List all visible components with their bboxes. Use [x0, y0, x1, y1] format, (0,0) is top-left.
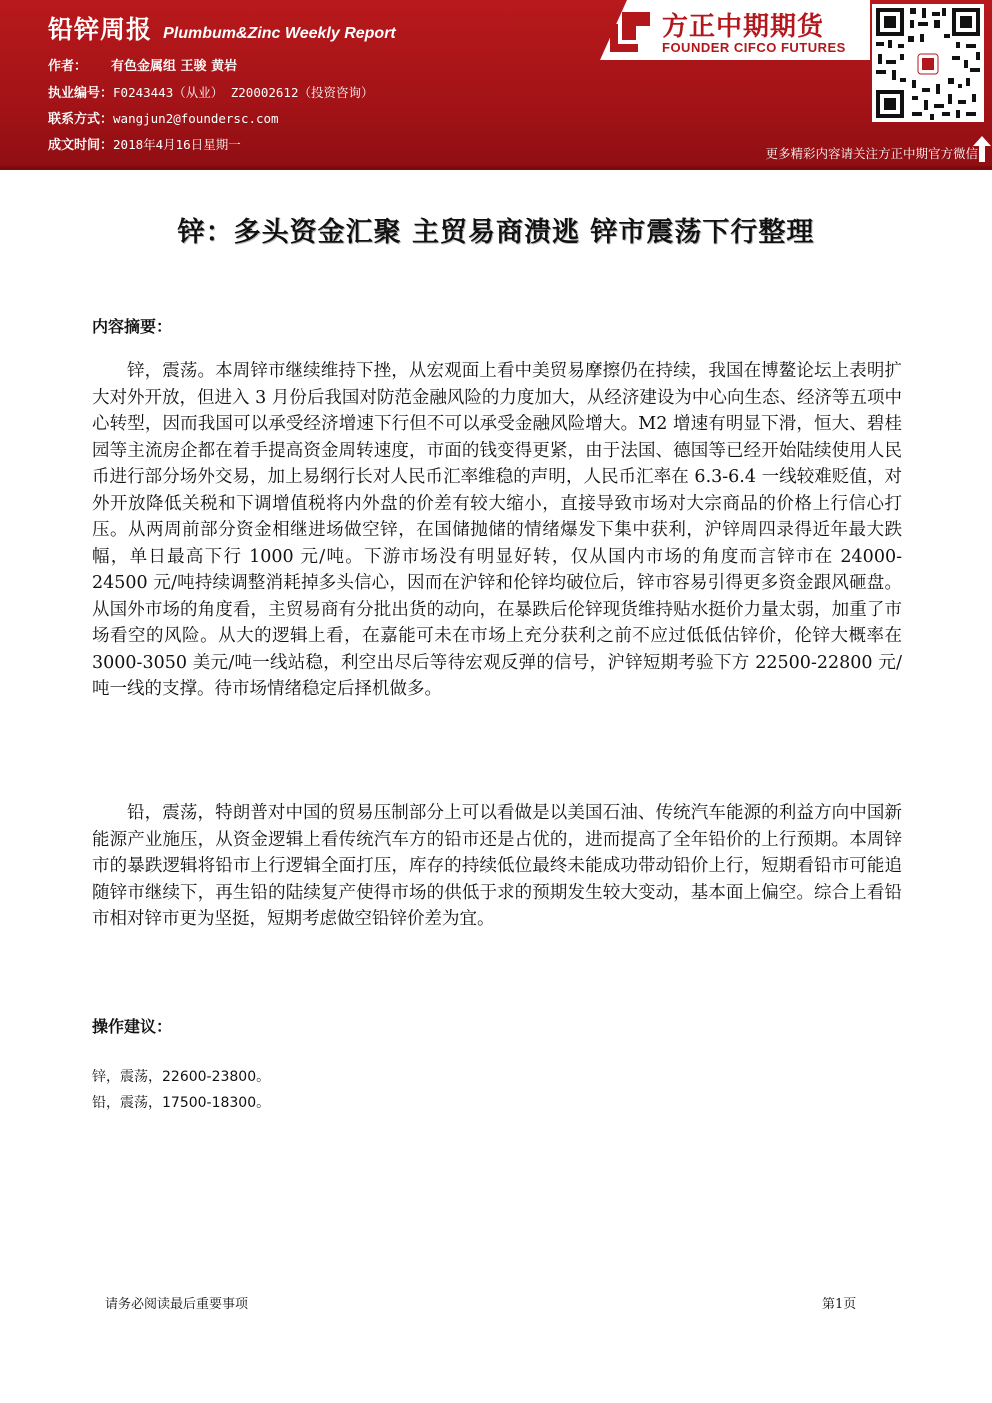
date-value: 2018年4月16日星期一 [113, 137, 241, 152]
logo-text-en: FOUNDER CIFCO FUTURES [662, 40, 846, 55]
ops-zinc-line: 锌，震荡，22600-23800。 [92, 1069, 271, 1085]
contact-label: 联系方式： [48, 112, 114, 127]
license-row [48, 82, 373, 101]
contact-email[interactable]: wangjun2@foundersc.com [113, 111, 279, 126]
report-title [48, 10, 396, 46]
page-title: 锌：多头资金汇聚 主贸易商溃逃 锌市震荡下行整理 [177, 217, 815, 248]
report-title-zh: 铅锌周报 [48, 15, 153, 44]
arrow-up-icon [973, 136, 991, 162]
author-row [48, 55, 237, 74]
report-title-en: Plumbum&Zinc Weekly Report [163, 25, 396, 42]
qr-code-icon [872, 4, 984, 122]
footer-notice: 请务必阅读最后重要事项 [105, 1297, 249, 1312]
date-label: 成文时间： [48, 138, 114, 153]
contact-row [48, 108, 279, 127]
logo-text-zh: 方正中期期货 [662, 12, 825, 42]
ops-lead-line: 铅，震荡，17500-18300。 [92, 1095, 271, 1111]
date-row [48, 134, 241, 153]
report-header [0, 0, 992, 170]
license-value: F0243443（从业） Z20002612（投资咨询） [113, 85, 374, 100]
page-number: 第1页 [822, 1297, 857, 1312]
follow-wechat-text: 更多精彩内容请关注方正中期官方微信 [765, 146, 978, 161]
founder-logo-icon [608, 10, 652, 54]
company-logo [606, 6, 866, 58]
header-divider [0, 166, 992, 170]
lead-paragraph: 铅，震荡，特朗普对中国的贸易压制部分上可以看做是以美国石油、传统汽车能源的利益方向中国新能源产业施压，从资金逻辑上看传统汽车方的铅市还是占优的，进而提高了全年铅价的上行预期。本周锌市的暴跌逻辑将铅市上行逻辑全面打压，库存的持续低位最终未能成功带动铅价上行，短期看铅市可能追随锌市继续下，再生铅的陆续复产使得市场的供低于求的预期发生较大变动，基本面上偏空。综合上看铅市相对锌市更为坚挺，短期考虑做空铅锌价差为宜。 [92, 803, 902, 929]
operations-heading: 操作建议： [92, 1017, 173, 1036]
author-label: 作者： [48, 59, 88, 74]
summary-heading: 内容摘要： [92, 317, 173, 336]
author-value: 有色金属组 王骏 黄岩 [111, 59, 238, 74]
zinc-paragraph: 锌，震荡。本周锌市继续维持下挫，从宏观面上看中美贸易摩擦仍在持续，我国在博鳌论坛上表明扩大对外开放，但进入 3 月份后我国对防范金融风险的力度加大，从经济建设为中心向生态、经济等五项中心转型，因而我国可以承受经济增速下行但不可以承受金融风险增大。M2 增速有明显下滑，恒大、碧桂园等主流房企都在着手提高资金周转速度，市面的钱变得更紧，由于法国、德国等已经开始陆续使用人民币进行部分场外交易，加上易纲行长对人民币汇率维稳的声明，人民币汇率在 6.3-6.4 一线较难贬值，对外开放降低关税和下调增值税将内外盘的价差有较大缩小，直接导致市场对大宗商品的价格上行信心打压。从两周前部分资金相继进场做空锌，在国储抛储的情绪爆发下集中获利，沪锌周四录得近年最大跌幅，单日最高下行 1000 元/吨。下游市场没有明显好转，仅从国内市场的角度而言锌市在 24000-24500 元/吨持续调整消耗掉多头信心，因而在沪锌和伦锌均破位后，锌市容易引得更多资金跟风砸盘。从国外市场的角度看，主贸易商有分批出货的动向，在暴跌后伦锌现货维持贴水挺价力量太弱，加重了市场看空的风险。从大的逻辑上看，在嘉能可未在市场上充分获利之前不应过低低估锌价，伦锌大概率在 3000-3050 美元/吨一线站稳，利空出尽后等待宏观反弹的信号，沪锌短期考验下方 22500-22800 元/吨一线的支撑。待市场情绪稳定后择机做多。 [92, 361, 902, 699]
license-label: 执业编号： [48, 86, 114, 101]
